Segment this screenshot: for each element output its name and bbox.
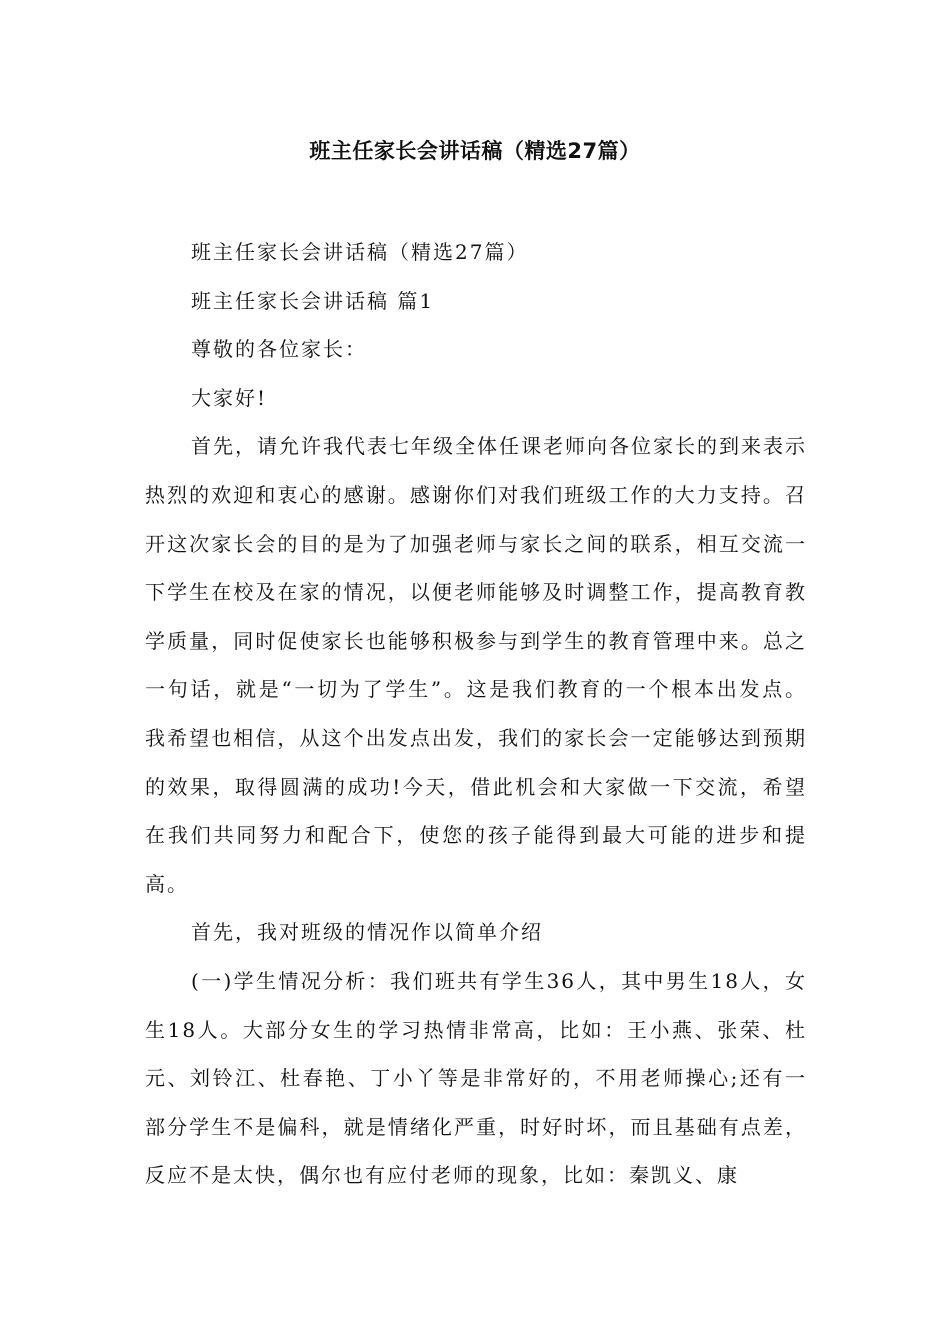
document-title: 班主任家长会讲话稿（精选27篇） <box>309 139 641 163</box>
paragraph-opening: 首先，请允许我代表七年级全体任课老师向各位家长的到来表示热烈的欢迎和衷心的感谢。感谢你们对我们班级工作的大力支持。召开这次家长会的目的是为了加强老师与家长之间的联系，相互交流一下学生在校及在家的情况，以便老师能够及时调整工作，提高教育教学质量，同时促使家长也能够积极参与到学生的教育管理中来。总之一句话，就是“一切为了学生”。这是我们教育的一个根本出发点。我希望也相信，从这个出发点出发，我们的家长会一定能够达到预期的效果，取得圆满的成功!今天，借此机会和大家做一下交流，希望在我们共同努力和配合下，使您的孩子能得到最大可能的进步和提高。 <box>145 434 807 896</box>
paragraph-greeting: 大家好! <box>191 385 268 410</box>
paragraph-class-intro: 首先，我对班级的情况作以简单介绍 <box>191 920 543 945</box>
paragraph-section-heading: 班主任家长会讲话稿 篇1 <box>191 288 435 313</box>
document-body <box>145 228 807 1200</box>
paragraph-student-analysis: (一)学生情况分析：我们班共有学生36人，其中男生18人，女生18人。大部分女生的学习热情非常高，比如：王小燕、张荣、杜元、刘铃江、杜春艳、丁小丫等是非常好的，不用老师操心;还有一部分学生不是偏科，就是情绪化严重，时好时坏，而且基础有点差，反应不是太快，偶尔也有应付老师的现象，比如：秦凯义、康 <box>145 968 807 1188</box>
paragraph-salutation: 尊敬的各位家长： <box>191 337 367 362</box>
paragraph-title-repeat: 班主任家长会讲话稿（精选27篇） <box>191 240 529 264</box>
